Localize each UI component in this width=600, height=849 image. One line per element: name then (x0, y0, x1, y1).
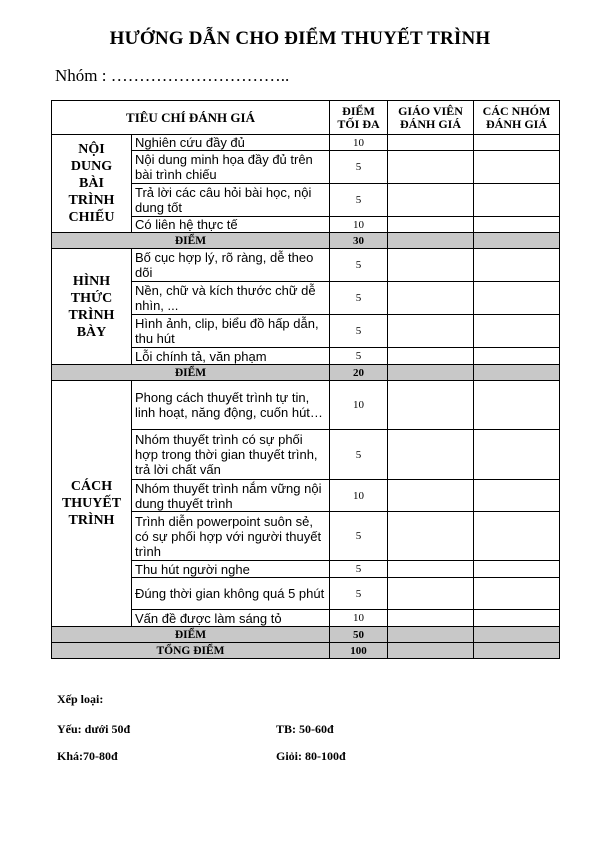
header-teacher-eval (388, 101, 474, 135)
criterion-text: Bố cục hợp lý, rõ ràng, dễ theo dõi (132, 249, 330, 282)
table-row (52, 135, 560, 151)
grade-excellent: Giỏi: 80-100đ (276, 749, 346, 763)
header-groups-eval-line1: CÁC NHÓM (482, 103, 551, 118)
subtotal-groups-cell (474, 233, 560, 249)
subtotal-value: 30 (330, 233, 388, 249)
grade-weak: Yếu: dưới 50đ (57, 722, 131, 736)
criterion-text: Thu hút người nghe (132, 561, 330, 578)
section-name-line: CÁCH (70, 479, 113, 494)
total-groups-cell (474, 643, 560, 659)
section-name-line: BÀY (76, 324, 107, 340)
max-points: 5 (330, 430, 388, 480)
subtotal-teacher-cell (388, 233, 474, 249)
group-score-cell[interactable] (474, 381, 560, 430)
subtotal-label: ĐIỂM (52, 365, 330, 381)
header-criteria: TIÊU CHÍ ĐÁNH GIÁ (52, 101, 330, 135)
max-points: 10 (330, 381, 388, 430)
section-name (52, 135, 132, 233)
subtotal-label: ĐIỂM (52, 233, 330, 249)
section-name-line: TRÌNH (68, 307, 115, 323)
section-name-line: TRÌNH (68, 193, 115, 208)
group-score-cell[interactable] (474, 184, 560, 217)
group-score-cell[interactable] (474, 135, 560, 151)
section-name-line: CHIẾU (68, 210, 115, 225)
total-row (52, 643, 560, 659)
max-points: 5 (330, 512, 388, 561)
max-points: 5 (330, 348, 388, 365)
teacher-score-cell[interactable] (388, 610, 474, 627)
header-max-points-line2: TỐI ĐA (337, 116, 380, 131)
subtotal-value: 20 (330, 365, 388, 381)
max-points: 10 (330, 217, 388, 233)
subtotal-groups-cell (474, 627, 560, 643)
criterion-text: Đúng thời gian không quá 5 phút (132, 578, 330, 610)
subtotal-row (52, 233, 560, 249)
group-score-cell[interactable] (474, 315, 560, 348)
criterion-text: Hình ảnh, clip, biểu đồ hấp dẫn, thu hút (132, 315, 330, 348)
table-header-row (52, 101, 560, 135)
subtotal-teacher-cell (388, 627, 474, 643)
section-name-line: DUNG (70, 159, 113, 174)
total-value: 100 (330, 643, 388, 659)
teacher-score-cell[interactable] (388, 135, 474, 151)
evaluation-table (51, 100, 560, 659)
group-score-cell[interactable] (474, 512, 560, 561)
header-teacher-eval-line1: GIÁO VIÊN (398, 103, 463, 118)
section-name-line: NỘI (78, 142, 105, 157)
criterion-text: Vấn đề được làm sáng tỏ (132, 610, 330, 627)
table-row (52, 249, 560, 282)
page-title: HƯỚNG DẪN CHO ĐIỂM THUYẾT TRÌNH (109, 28, 491, 49)
max-points: 5 (330, 282, 388, 315)
subtotal-row (52, 627, 560, 643)
section-name (52, 249, 132, 365)
criterion-text: Phong cách thuyết trình tự tin, linh hoạt, năng động, cuốn hút… (132, 381, 330, 430)
section-name-line: BÀI (79, 176, 104, 191)
teacher-score-cell[interactable] (388, 315, 474, 348)
group-score-cell[interactable] (474, 561, 560, 578)
teacher-score-cell[interactable] (388, 430, 474, 480)
header-max-points-line1: ĐIỂM (342, 103, 375, 118)
group-score-cell[interactable] (474, 282, 560, 315)
grade-good: Khá:70-80đ (57, 749, 118, 763)
max-points: 10 (330, 610, 388, 627)
group-score-cell[interactable] (474, 348, 560, 365)
max-points: 5 (330, 315, 388, 348)
group-score-cell[interactable] (474, 480, 560, 512)
max-points: 10 (330, 135, 388, 151)
teacher-score-cell[interactable] (388, 217, 474, 233)
max-points: 5 (330, 561, 388, 578)
header-max-points (330, 101, 388, 135)
subtotal-teacher-cell (388, 365, 474, 381)
group-score-cell[interactable] (474, 610, 560, 627)
criterion-text: Lỗi chính tả, văn phạm (132, 348, 330, 365)
section-name-line: HÌNH (72, 273, 111, 289)
teacher-score-cell[interactable] (388, 512, 474, 561)
teacher-score-cell[interactable] (388, 561, 474, 578)
total-teacher-cell (388, 643, 474, 659)
header-groups-eval (474, 101, 560, 135)
criterion-text: Trình diễn powerpoint suôn sẻ, có sự phối hợp với người thuyết trình (132, 512, 330, 561)
teacher-score-cell[interactable] (388, 480, 474, 512)
teacher-score-cell[interactable] (388, 381, 474, 430)
group-score-cell[interactable] (474, 217, 560, 233)
criterion-text: Nhóm thuyết trình có sự phối hợp trong thời gian thuyết trình, trả lời chất vấn (132, 430, 330, 480)
group-score-cell[interactable] (474, 249, 560, 282)
table-row (52, 381, 560, 430)
section-name (52, 381, 132, 627)
subtotal-groups-cell (474, 365, 560, 381)
section-name-line: TRÌNH (68, 513, 115, 528)
header-teacher-eval-line2: ĐÁNH GIÁ (399, 116, 461, 131)
teacher-score-cell[interactable] (388, 348, 474, 365)
group-name-line: Nhóm : ………………………….. (55, 66, 290, 85)
total-label: TỔNG ĐIỂM (52, 643, 330, 659)
max-points: 5 (330, 578, 388, 610)
subtotal-value: 50 (330, 627, 388, 643)
section-name-line: THỨC (70, 290, 113, 306)
teacher-score-cell[interactable] (388, 184, 474, 217)
max-points: 5 (330, 249, 388, 282)
max-points: 5 (330, 151, 388, 184)
grading-heading: Xếp loại: (57, 692, 104, 706)
teacher-score-cell[interactable] (388, 282, 474, 315)
teacher-score-cell[interactable] (388, 578, 474, 610)
subtotal-label: ĐIỂM (52, 627, 330, 643)
group-score-cell[interactable] (474, 151, 560, 184)
group-score-cell[interactable] (474, 430, 560, 480)
criterion-text: Nội dung minh họa đầy đủ trên bài trình chiếu (132, 151, 330, 184)
grade-average: TB: 50-60đ (276, 722, 334, 736)
teacher-score-cell[interactable] (388, 151, 474, 184)
section-name-line: THUYẾT (61, 496, 122, 511)
max-points: 10 (330, 480, 388, 512)
criterion-text: Nhóm thuyết trình nắm vững nội dung thuyết trình (132, 480, 330, 512)
criterion-text: Có liên hệ thực tế (132, 217, 330, 233)
criterion-text: Nền, chữ và kích thước chữ dễ nhìn, ... (132, 282, 330, 315)
teacher-score-cell[interactable] (388, 249, 474, 282)
max-points: 5 (330, 184, 388, 217)
criterion-text: Trả lời các câu hỏi bài học, nội dung tốt (132, 184, 330, 217)
header-groups-eval-line2: ĐÁNH GIÁ (485, 116, 547, 131)
subtotal-row (52, 365, 560, 381)
group-score-cell[interactable] (474, 578, 560, 610)
criterion-text: Nghiên cứu đầy đủ (132, 135, 330, 151)
